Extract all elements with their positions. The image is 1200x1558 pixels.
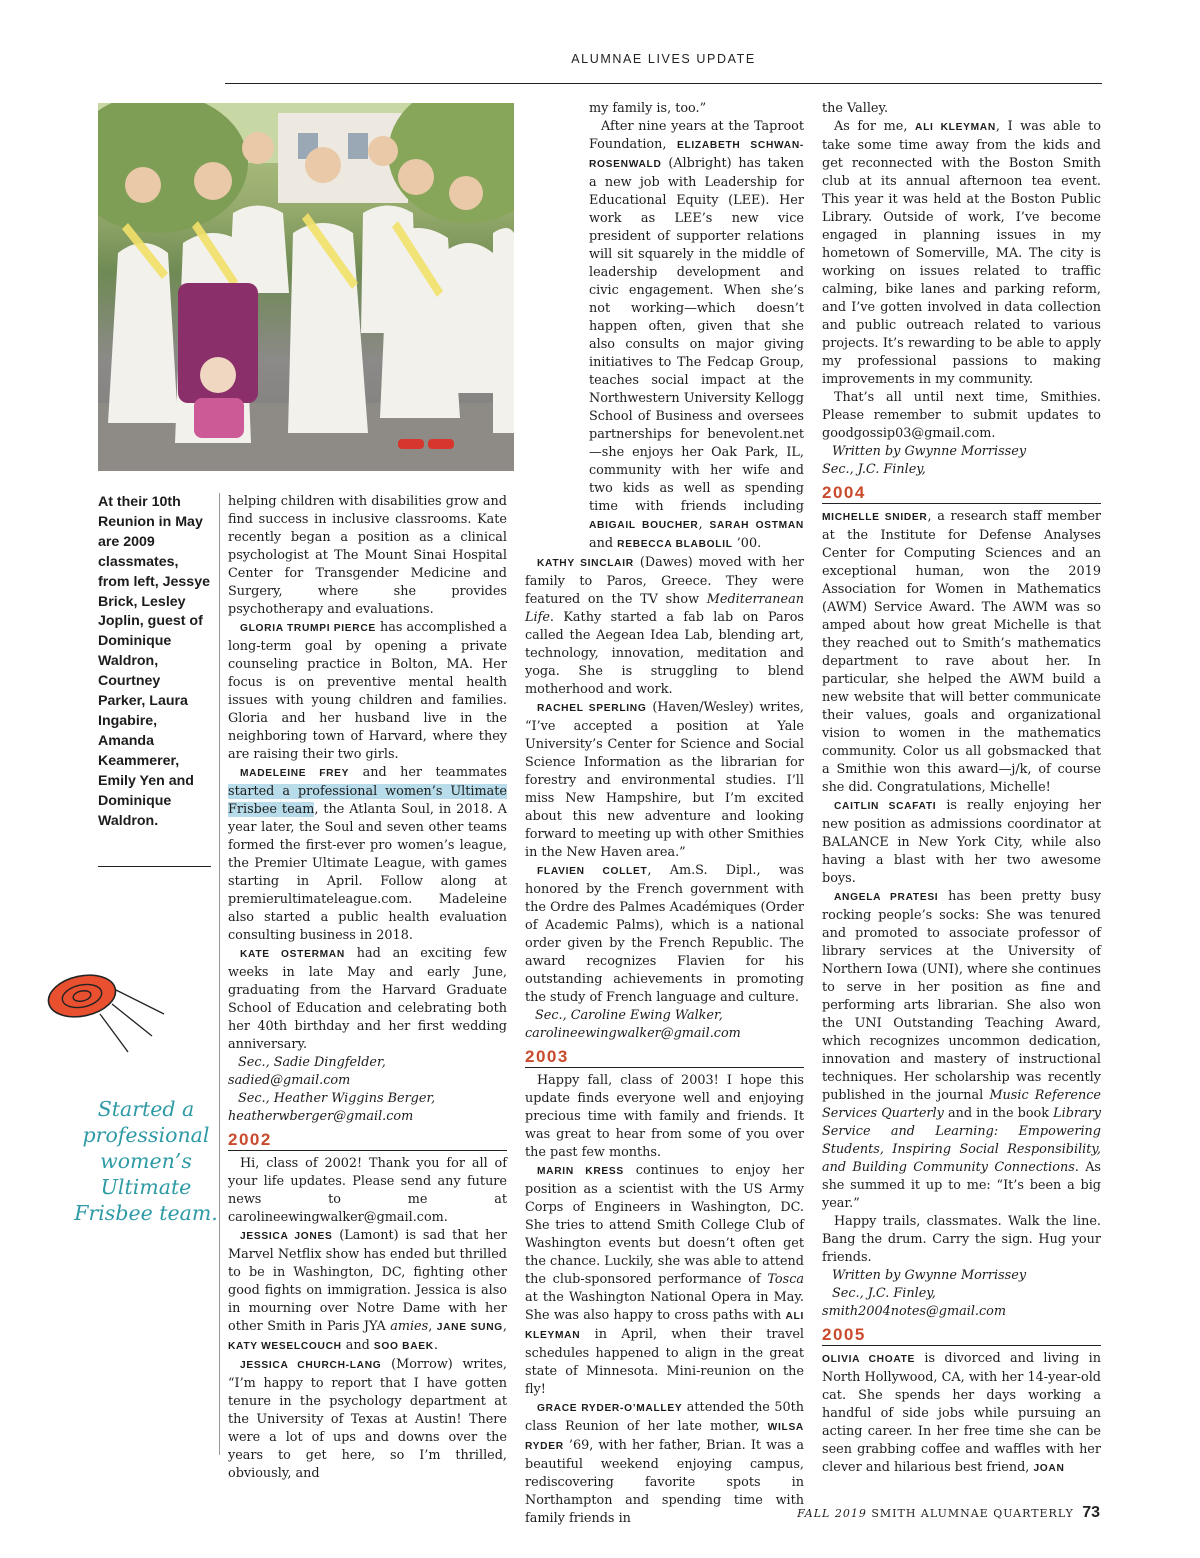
secretary-signature: Written by Gwynne Morrissey (832, 444, 1027, 459)
paragraph: Hi, class of 2002! Thank you for all of your life updates. Please send any future news to me at carolineewingwalker@gmail.com. (228, 1156, 507, 1225)
paragraph-text: After nine years at the Taproot Foundation, (589, 119, 804, 152)
italic-text: Tosca (767, 1272, 804, 1287)
alumna-name: JANE SUNG (436, 1322, 503, 1333)
paragraph-text: , I was able to take some time away from the kids and get reconnected with the Boston Smith club at its annual afternoon tea event. This year it was held at the Boston Public Library. Outside of work, I’ve become engaged in planning issues in my hometown of Somerville, MA. The city is working on issues related to traffic calming, bike lanes and parking reform, and I’ve gotten involved in data collection and public outreach related to various projects. It’s rewarding to be able to apply my professional passions to making improvements in my community. (822, 119, 1101, 387)
paragraph: Happy fall, class of 2003! I hope this update finds everyone well and enjoying precious time with family and friends. It was great to hear from some of you over the past few months. (525, 1073, 804, 1160)
paragraph (525, 862, 804, 1007)
highlighted-text: started a professional women’s Ultimate Frisbee team (228, 784, 507, 817)
secretary-email: Sec., J.C. Finley, (822, 462, 926, 477)
alumna-name: GLORIA TRUMPI PIERCE (240, 623, 376, 634)
paragraph (525, 1399, 804, 1528)
paragraph-text: has accomplished a long-term goal by opening a private counseling practice in Bolton, MA. Her focus is on preventive mental health issues with young children and families. Gloria and her husband live in the neighboring town of Harvard, where they are raising their two girls. (228, 620, 507, 762)
alumna-name: WILSA RYDER (525, 1422, 804, 1452)
column-1 (228, 493, 507, 1483)
alumna-name: JESSICA CHURCH-LANG (240, 1360, 382, 1371)
alumna-name: MICHELLE SNIDER (822, 512, 928, 523)
paragraph-text: has been pretty busy rocking people’s socks: She was tenured and promoted to associate professor of library services at the University of Northern Iowa (UNI), where she continues to serve in her position as fine and performing arts librarian. She also won the UNI Outstanding Teaching Award, which recognizes uncommon dedication, innovation and mastery of instructional techniques. Her scholarship was recently published in the journal (822, 889, 1101, 1103)
page-number: 73 (1082, 1504, 1100, 1521)
paragraph (228, 1227, 507, 1356)
alumna-name: SARAH OSTMAN (709, 520, 804, 531)
paragraph (525, 1162, 804, 1399)
section-header: ALUMNAE LIVES UPDATE (571, 52, 756, 66)
paragraph (228, 619, 507, 764)
alumna-name: ALI KLEYMAN (525, 1311, 804, 1341)
secretary-email: smith2004notes@gmail.com (822, 1304, 1006, 1319)
paragraph-text: . Kathy started a fab lab on Paros called the Aegean Idea Lab, blending art, technology, innovation, meditation and yoga. She is struggling to blend motherhood and work. (525, 610, 804, 697)
italic-text: Mediterranean Life (525, 592, 804, 625)
alumna-name: MARIN KRESS (537, 1166, 624, 1177)
column-divider (219, 493, 220, 1455)
writer-credit: Written by Gwynne Morrissey (832, 1268, 1027, 1283)
paragraph-text: . As she summed it up to me: “It’s been a big year.” (822, 1160, 1102, 1211)
alumna-name: FLAVIEN COLLET (537, 866, 648, 877)
secretary-signature: Sec., J.C. Finley, (832, 1286, 936, 1301)
secretary-signature: Sec., Heather Wiggins Berger, (238, 1091, 436, 1106)
paragraph-text: ’00. (732, 536, 762, 551)
paragraph-text: , a research staff member at the Institute for Defense Analyses Center for Computing Sciences and an exceptional human, won the 2019 Association for Women in Mathematics (AWM) Service Award. The AWM was so amped about how great Michelle is that they reached out to Smith’s mathematics department to rave about her. In particular, she helped the AWM build a new website that will better communicate their values, goals and organizational vision to women in the mathematics community. Color us all gobsmacked that a Smithie won this award—j/k, of course she did. Congratulations, Michelle! (822, 509, 1102, 795)
paragraph-text: had an exciting few weeks in late May and early June, graduating from the Harvard Graduate School of Education and celebrating both her 40th birthday and her first wedding anniversary. (228, 946, 507, 1052)
paragraph-text: , (502, 1319, 507, 1334)
alumna-name: ABIGAIL BOUCHER (589, 520, 699, 531)
secretary-email: heatherwberger@gmail.com (228, 1109, 414, 1124)
paragraph (525, 699, 804, 862)
alumna-name: JESSICA JONES (240, 1231, 333, 1242)
paragraph-text: and (341, 1338, 374, 1353)
alumna-name: RACHEL SPERLING (537, 703, 647, 714)
italic-text: Library Service and Learning: Empowering Students, Inspiring Social Responsibility, and Building Community Connections (822, 1106, 1101, 1175)
paragraph (822, 888, 1101, 1213)
photo-caption: At their 10th Reunion in May are 2009 classmates, from left, Jessye Brick, Lesley Joplin, guest of Dominique Waldron, Courtney Parker, Laura Ingabire, Amanda Keammerer, Emily Yen and Dominique Waldron. (98, 494, 210, 829)
secretary-email: carolineewingwalker@gmail.com (525, 1026, 741, 1041)
alumna-name: REBECCA BLABOLIL (617, 539, 733, 550)
paragraph-text: , Am.S. Dipl., was honored by the French government with the Ordre des Palmes Académiques (Order of Academic Palms), which is a national order given by the French Republic. The award recognizes Flavien for his outstanding achievements in promoting the study of French language and culture. (525, 863, 804, 1005)
paragraph: Happy trails, classmates. Walk the line. Bang the drum. Carry the sign. Hug your friends. (822, 1214, 1101, 1265)
paragraph-text: ’69, with her father, Brian. It was a beautiful weekend enjoying campus, rediscovering favorite spots in Northampton and spending time with family friends in (525, 1438, 804, 1526)
pull-quote: Started a professional women’s Ultimate Frisbee team. (74, 1097, 218, 1225)
paragraph-text: and in the book (943, 1106, 1054, 1121)
secretary-signature: Sec., Sadie Dingfelder, (238, 1055, 386, 1070)
paragraph-text: in April, when their travel schedules happened to align in the great state of Minnesota. Mini-reunion on the fly! (525, 1327, 804, 1397)
alumna-name: ELIZABETH SCHWAN-ROSENWALD (589, 140, 804, 170)
alumna-name: KATHY SINCLAIR (537, 558, 634, 569)
paragraph (228, 764, 507, 945)
paragraph: helping children with disabilities grow and find success in inclusive classrooms. Kate recently began a position as a clinical psychologist at The Mount Sinai Hospital Center for Transgender Medicine and Surgery, where she provides psychotherapy and evaluations. (228, 494, 507, 617)
page-footer (797, 1504, 1100, 1522)
paragraph (822, 797, 1101, 888)
paragraph-text: , (698, 517, 710, 532)
paragraph (228, 945, 507, 1054)
alumna-name: ALI KLEYMAN (915, 122, 996, 133)
alumna-name: KATE OSTERMAN (240, 949, 345, 960)
frisbee-icon (44, 966, 194, 1056)
column-2 (525, 100, 804, 1528)
paragraph-text: (Lamont) is sad that her Marvel Netflix show has ended but thrilled to be in Washington, DC, fighting other good fights on immigration. Jessica is also in mourning over Notre Dame with her other Smith in Paris JYA (228, 1228, 507, 1334)
paragraph (822, 508, 1101, 797)
header-rule (225, 83, 1102, 84)
paragraph (228, 1356, 507, 1483)
paragraph-text: at the Washington National Opera in May. She was also happy to cross paths with (525, 1290, 804, 1323)
reunion-photo-illustration (98, 103, 514, 471)
secretary-signature: Sec., Caroline Ewing Walker, (535, 1008, 723, 1023)
paragraph-text: attended the 50th class Reunion of her late mother, (525, 1400, 805, 1434)
alumna-name: KATY WESELCOUCH (228, 1341, 342, 1352)
alumna-name: MADELEINE FREY (240, 768, 350, 779)
paragraph-text: and her teammates (349, 765, 507, 780)
class-year-2002: 2002 (228, 1131, 507, 1151)
paragraph-text: continues to enjoy her position as a scientist with the US Army Corps of Engineers in Washington, DC. She tries to attend Smith College Club of Washington events but doesn’t often get the chance. Luckily, she was able to attend the club-sponsored performance of (525, 1163, 804, 1287)
paragraph: the Valley. (822, 101, 889, 116)
paragraph-text: , (428, 1319, 437, 1334)
paragraph-text: (Haven/Wesley) writes, “I’ve accepted a position at Yale University’s Center for Science and Social Science Information as the librarian for forestry and environmental studies. I’ll miss New Hampshire, but I’m excited about this new adventure and looking forward to meeting up with other Smithies in the New Haven area.” (525, 700, 804, 860)
paragraph-text: As for me, (834, 119, 916, 134)
paragraph: That’s all until next time, Smithies. Please remember to submit updates to goodgossip03@gmail.com. (822, 390, 1101, 441)
alumna-name: CAITLIN SCAFATI (834, 801, 937, 812)
alumna-name: JOAN (1033, 1463, 1065, 1474)
paragraph-text: , the Atlanta Soul, in 2018. A year later, the Soul and seven other teams formed the first-ever pro women’s league, the Premier Ultimate League, with games starting in April. Follow along at premierultimateleague.com. Madeleine also started a public health evaluation consulting business in 2018. (228, 802, 507, 943)
alumna-name: OLIVIA CHOATE (822, 1354, 916, 1365)
paragraph-text: (Albright) has taken a new job with Leadership for Educational Equity (LEE). Her work as LEE’s new vice president of supporter relations will sit squarely in the middle of leadership development and civic engagement. When she’s not working—which doesn’t happen often, given that she also consults on major giving initiatives to The Fedcap Group, teaches social impact at the Northwestern University Kellogg School of Business and oversees partnerships for benevolent.net—she enjoys her Oak Park, IL, community with her wife and two kids as well as spending time with friends including (589, 156, 804, 514)
reunion-photo (98, 103, 514, 471)
paragraph (525, 118, 804, 554)
issue-date: FALL 2019 (797, 1507, 867, 1520)
italic-text: amies (390, 1319, 429, 1334)
column-3 (822, 100, 1101, 1478)
paragraph-text: is divorced and living in North Hollywood, CA, with her 14-year-old cat. She spends her days working a handful of side jobs while pursuing an acting career. In her free time she can be seen grabbing coffee and waffles with her clever and hilarious best friend, (822, 1351, 1101, 1475)
magazine-name: SMITH ALUMNAE QUARTERLY (871, 1507, 1074, 1520)
paragraph (822, 118, 1101, 389)
caption-rule (98, 866, 211, 867)
paragraph-text: (Morrow) writes, “I’m happy to report that I have gotten tenure in the psychology department at the University of Texas at Austin! There were a lot of ups and downs over the years to get here, so I’m thrilled, obviously, and (228, 1357, 507, 1481)
paragraph-text: is really enjoying her new position as admissions coordinator at BALANCE in New York City, while also having a blast with her two awesome boys. (822, 798, 1101, 886)
secretary-email: sadied@gmail.com (228, 1073, 351, 1088)
paragraph (525, 554, 804, 699)
alumna-name: SOO BAEK (373, 1341, 434, 1352)
paragraph (822, 1350, 1101, 1478)
paragraph-text: and (589, 536, 618, 551)
paragraph: my family is, too.” (589, 101, 707, 116)
class-year-2004: 2004 (822, 484, 1101, 504)
paragraph-text: . (433, 1338, 438, 1353)
alumna-name: ANGELA PRATESI (834, 892, 939, 903)
italic-text: Music Reference Services Quarterly (822, 1088, 1101, 1121)
paragraph-text: (Dawes) moved with her family to Paros, Greece. They were featured on the TV show (525, 555, 805, 607)
alumna-name: GRACE RYDER-O’MALLEY (537, 1403, 683, 1414)
class-year-2003: 2003 (525, 1048, 804, 1068)
class-year-2005: 2005 (822, 1326, 1101, 1346)
